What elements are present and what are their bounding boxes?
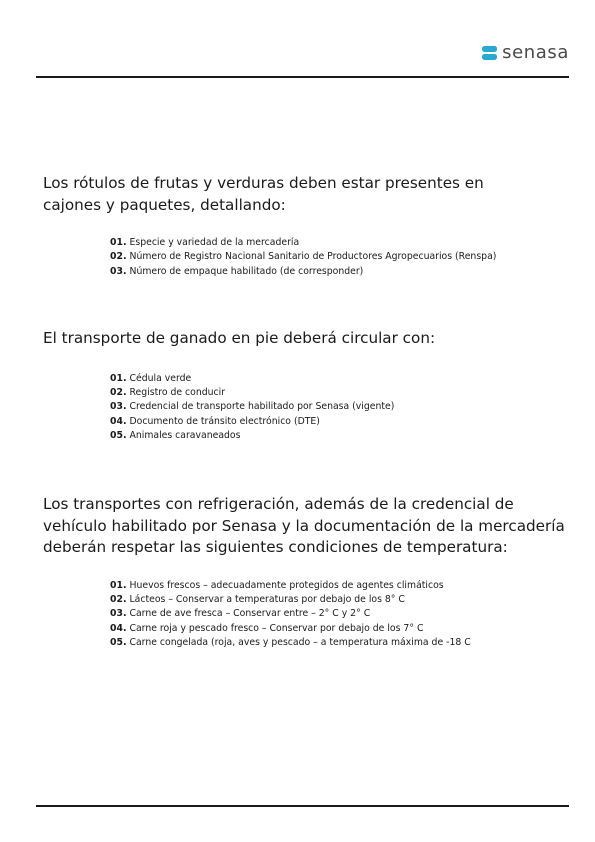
list-item bbox=[110, 636, 573, 650]
heading-line: cajones y paquetes, detallando: bbox=[43, 195, 286, 214]
item-list bbox=[43, 579, 573, 651]
list-item bbox=[110, 607, 573, 621]
item-number: 04. bbox=[110, 622, 127, 634]
logo-text: senasa bbox=[502, 42, 569, 63]
heading-line: vehículo habilitado por Senasa y la documentación de la mercadería bbox=[43, 516, 565, 535]
item-text: Huevos frescos – adecuadamente protegidos de agentes climáticos bbox=[129, 579, 444, 591]
item-text: Número de empaque habilitado (de corresponder) bbox=[129, 265, 364, 277]
item-number: 03. bbox=[110, 608, 127, 620]
section-heading bbox=[43, 494, 573, 559]
item-text: Carne de ave fresca – Conservar entre – 2° C y 2° C bbox=[129, 608, 371, 620]
list-item bbox=[110, 372, 573, 386]
heading-line: Los transportes con refrigeración, además de la credencial de bbox=[43, 495, 514, 513]
item-number: 05. bbox=[110, 430, 127, 442]
item-number: 01. bbox=[110, 372, 127, 384]
item-number: 01. bbox=[110, 579, 127, 591]
list-item bbox=[110, 593, 573, 607]
list-item bbox=[110, 236, 573, 250]
list-item bbox=[110, 265, 573, 279]
list-item bbox=[110, 415, 573, 429]
item-text: Registro de conducir bbox=[129, 386, 226, 398]
item-text: Credencial de transporte habilitado por Senasa (vigente) bbox=[129, 401, 395, 413]
item-number: 02. bbox=[110, 386, 127, 398]
item-list bbox=[43, 372, 573, 444]
item-number: 01. bbox=[110, 237, 127, 248]
list-item bbox=[110, 579, 573, 593]
section-heading bbox=[43, 328, 573, 350]
section-refrigerated-transport bbox=[43, 494, 573, 651]
item-text: Carne congelada (roja, aves y pescado – a temperatura máxima de -18 C bbox=[129, 637, 471, 649]
section-heading bbox=[43, 173, 573, 216]
section-fruit-labels bbox=[43, 173, 573, 279]
item-text: Número de Registro Nacional Sanitario de Productores Agropecuarios (Renspa) bbox=[129, 251, 497, 263]
heading-line: El transporte de ganado en pie deberá circular con: bbox=[43, 329, 436, 347]
item-text: Lácteos – Conservar a temperaturas por debajo de los 8° C bbox=[129, 593, 405, 605]
list-item bbox=[110, 400, 573, 414]
item-number: 02. bbox=[110, 593, 127, 605]
senasa-logo bbox=[482, 44, 569, 62]
section-livestock-transport bbox=[43, 328, 573, 444]
top-divider bbox=[36, 76, 569, 78]
item-text: Cédula verde bbox=[129, 372, 192, 384]
item-number: 03. bbox=[110, 401, 127, 413]
item-text: Documento de tránsito electrónico (DTE) bbox=[129, 415, 320, 427]
list-item bbox=[110, 250, 573, 264]
bottom-divider bbox=[36, 805, 569, 807]
list-item bbox=[110, 386, 573, 400]
heading-line: deberán respetar las siguientes condiciones de temperatura: bbox=[43, 538, 508, 556]
list-item bbox=[110, 429, 573, 443]
senasa-logo-icon bbox=[482, 46, 497, 60]
item-list bbox=[43, 236, 573, 279]
item-text: Animales caravaneados bbox=[129, 430, 241, 442]
list-item bbox=[110, 622, 573, 636]
item-number: 02. bbox=[110, 251, 127, 263]
heading-line: Los rótulos de frutas y verduras deben estar presentes en bbox=[43, 174, 484, 192]
item-text: Carne roja y pescado fresco – Conservar por debajo de los 7° C bbox=[129, 622, 424, 634]
item-number: 05. bbox=[110, 637, 127, 649]
item-number: 04. bbox=[110, 415, 127, 427]
item-number: 03. bbox=[110, 265, 127, 277]
item-text: Especie y variedad de la mercadería bbox=[129, 237, 300, 248]
